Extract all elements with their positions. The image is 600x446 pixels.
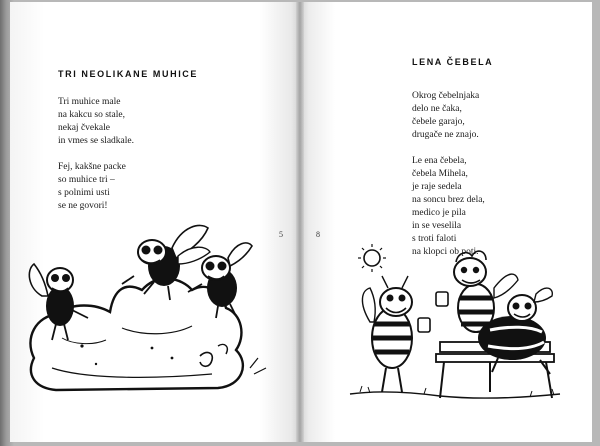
page-number-left: 5 [279,230,283,239]
page-number-right: 8 [316,230,320,239]
poem-line: na klopci ob poti. [412,247,479,257]
poem-line: je raje sedela [412,182,462,192]
poem-line: čebele garajo, [412,117,465,127]
poem-line: delo ne čaka, [412,104,462,114]
poem-title-left: TRI NEOLIKANE MUHICE [58,69,198,79]
poem-line: so muhice tri – [58,175,115,185]
poem-line: se ne govori! [58,201,108,211]
poem-line: in vmes se sladkale. [58,136,134,146]
poem-title-right: LENA ČEBELA [412,57,494,67]
poem-left [58,96,134,226]
poem-line: s troti faloti [412,234,457,244]
poem-line: Okrog čebelnjaka [412,91,480,101]
poem-line: čebela Mihela, [412,169,468,179]
poem-line: drugače ne znajo. [412,130,479,140]
poem-line: na kakcu so stale, [58,110,126,120]
bees-on-bench-illustration [340,242,572,412]
poem-line: Tri muhice male [58,97,121,107]
poem-line: medico je pila [412,208,466,218]
stanza [412,90,485,142]
poem-line: in se veselila [412,221,462,231]
poem-line: na soncu brez dela, [412,195,485,205]
three-flies-on-dung-illustration [22,218,284,400]
poem-line: s polnimi usti [58,188,110,198]
stanza [58,161,134,213]
poem-line: nekaj čvekale [58,123,110,133]
poem-line: Le ena čebela, [412,156,467,166]
stanza [58,96,134,148]
poem-line: Fej, kakšne packe [58,162,126,172]
book-spine [296,2,304,442]
